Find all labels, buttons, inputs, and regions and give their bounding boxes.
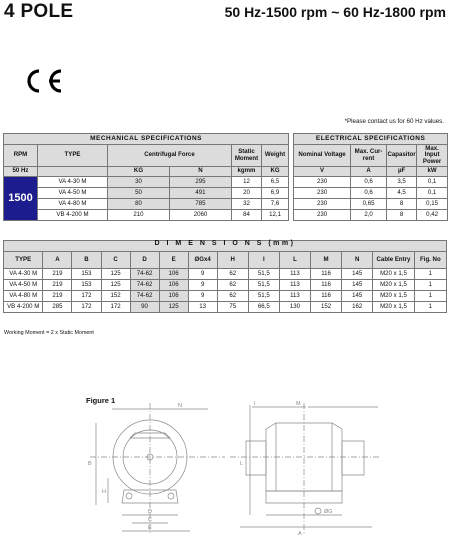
dimension-cell: 125 (159, 302, 188, 313)
weight-cell: 6,9 (262, 188, 289, 199)
dimension-row (4, 302, 447, 313)
dimension-cell: 125 (101, 280, 130, 291)
dimension-cell: 116 (311, 291, 342, 302)
dimension-cell: 219 (43, 280, 72, 291)
dimension-cell: VB 4-200 M (4, 302, 43, 313)
dimension-cell: 153 (72, 280, 101, 291)
dimension-cell: 62 (217, 280, 248, 291)
page-title: 4 POLE (4, 1, 74, 22)
dimension-cell: 116 (311, 269, 342, 280)
voltage-cell: 230 (294, 199, 351, 210)
dimension-cell: 172 (101, 302, 130, 313)
dimension-cell: M20 x 1,5 (373, 291, 414, 302)
moment-cell: 12 (232, 177, 262, 188)
capacitor-cell: 4,5 (387, 188, 417, 199)
power-cell: 0,42 (417, 210, 448, 221)
force-n-cell: 2060 (170, 210, 232, 221)
type-cell: VB 4-200 M (38, 210, 108, 221)
dimensions-body (4, 269, 447, 313)
dimension-cell: 90 (130, 302, 159, 313)
dim-label-h: H (102, 489, 106, 495)
weight-cell: 6,5 (262, 177, 289, 188)
dimension-cell: 66,5 (248, 302, 279, 313)
dimension-cell: 152 (101, 291, 130, 302)
dim-header-h: H (217, 252, 248, 269)
dim-label-c: C (148, 517, 152, 523)
dimension-cell: 145 (342, 291, 373, 302)
electrical-specs-header: ELECTRICAL SPECIFICATIONS (294, 134, 448, 145)
moment-cell: 20 (232, 188, 262, 199)
dimension-cell: 74-62 (130, 291, 159, 302)
dimension-cell: 106 (159, 280, 188, 291)
rpm-header: RPM (4, 145, 38, 167)
dim-header-cable-entry: Cable Entry (373, 252, 414, 269)
capacitor-cell: 3,5 (387, 177, 417, 188)
power-cell: 0,15 (417, 199, 448, 210)
rpm-unit: 50 Hz (4, 167, 38, 177)
static-moment-header: Static Moment (232, 145, 262, 167)
dim-header-n: N (342, 252, 373, 269)
capacitor-unit: µF (387, 167, 417, 177)
dimension-cell: 1 (414, 280, 446, 291)
dim-label-l: L (240, 461, 244, 467)
dimension-cell: 9 (188, 291, 217, 302)
frequency-title: 50 Hz-1500 rpm ~ 60 Hz-1800 rpm (224, 4, 446, 20)
dimension-cell: 162 (342, 302, 373, 313)
dim-label-n: N (178, 403, 182, 409)
weight-unit: KG (262, 167, 289, 177)
force-kg-cell: 80 (108, 199, 170, 210)
dimension-cell: 285 (43, 302, 72, 313)
dimension-cell: 74-62 (130, 269, 159, 280)
dimension-cell: 51,5 (248, 280, 279, 291)
dimension-cell: 62 (217, 269, 248, 280)
type-cell: VA 4-50 M (38, 188, 108, 199)
dimension-row (4, 291, 447, 302)
dim-label-b: B (88, 461, 92, 467)
nominal-voltage-header: Nominal Voltage (294, 145, 351, 167)
type-unit (38, 167, 108, 177)
dimension-cell: 74-62 (130, 280, 159, 291)
dim-label-d: D (148, 509, 152, 515)
dimension-cell: 172 (72, 291, 101, 302)
current-cell: 0,6 (351, 177, 387, 188)
rpm-value: 1500 (4, 177, 38, 221)
dimension-cell: 125 (101, 269, 130, 280)
dim-header-m: M (311, 252, 342, 269)
dim-header-l: L (279, 252, 310, 269)
n-unit: N (170, 167, 232, 177)
dim-label-g: ØG (324, 509, 333, 515)
specifications-table (3, 133, 448, 221)
dim-header-e: E (159, 252, 188, 269)
kgmm-unit: kgmm (232, 167, 262, 177)
dim-header-fig-no: Fig. No (414, 252, 446, 269)
technical-drawing (80, 395, 390, 540)
type-cell: VA 4-80 M (38, 199, 108, 210)
weight-cell: 12,1 (262, 210, 289, 221)
dimension-cell: 106 (159, 291, 188, 302)
dimension-labels (88, 401, 333, 537)
figure-label: Figure 1 (86, 396, 116, 405)
dimension-cell: 152 (311, 302, 342, 313)
moment-cell: 84 (232, 210, 262, 221)
dimension-cell: 1 (414, 291, 446, 302)
dim-header-b: B (72, 252, 101, 269)
dimension-cell: 51,5 (248, 291, 279, 302)
dimension-cell: 172 (72, 302, 101, 313)
dimension-cell: 51,5 (248, 269, 279, 280)
dimension-cell: 113 (279, 280, 310, 291)
current-cell: 2,0 (351, 210, 387, 221)
ce-mark-icon (20, 66, 66, 96)
side-view (230, 403, 380, 535)
dimension-cell: 219 (43, 269, 72, 280)
moment-cell: 32 (232, 199, 262, 210)
weight-cell: 7,6 (262, 199, 289, 210)
kg-unit: KG (108, 167, 170, 177)
dimension-cell: 75 (217, 302, 248, 313)
centrifugal-force-header: Centrifugal Force (108, 145, 232, 167)
dimension-cell: 116 (311, 280, 342, 291)
voltage-cell: 230 (294, 210, 351, 221)
front-view (90, 403, 225, 535)
type-cell: VA 4-30 M (38, 177, 108, 188)
dimension-cell: 9 (188, 280, 217, 291)
current-cell: 0,65 (351, 199, 387, 210)
dimension-cell: VA 4-50 M (4, 280, 43, 291)
dimension-cell: M20 x 1,5 (373, 280, 414, 291)
capacitor-cell: 8 (387, 210, 417, 221)
current-cell: 0,6 (351, 188, 387, 199)
dimension-cell: 13 (188, 302, 217, 313)
dimension-cell: M20 x 1,5 (373, 302, 414, 313)
dimension-cell: M20 x 1,5 (373, 269, 414, 280)
force-n-cell: 295 (170, 177, 232, 188)
dimension-cell: 113 (279, 269, 310, 280)
dimension-row (4, 269, 447, 280)
dimensions-table (3, 240, 447, 313)
dimension-cell: 1 (414, 269, 446, 280)
power-cell: 0,1 (417, 177, 448, 188)
dimension-cell: 145 (342, 280, 373, 291)
dim-header-d: D (130, 252, 159, 269)
weight-header: Weight (262, 145, 289, 167)
dimension-cell: 219 (43, 291, 72, 302)
mechanical-specs-header: MECHANICAL SPECIFICATIONS (4, 134, 289, 145)
working-moment-note: Working Moment = 2 x Static Moment (4, 330, 94, 336)
dimensions-title: D I M E N S I O N S (mm) (154, 240, 296, 247)
power-unit: kW (417, 167, 448, 177)
force-kg-cell: 30 (108, 177, 170, 188)
force-kg-cell: 50 (108, 188, 170, 199)
dimension-cell: 1 (414, 302, 446, 313)
dim-header-i: I (248, 252, 279, 269)
dimension-cell: 153 (72, 269, 101, 280)
max-current-header: Max. Cur-rent (351, 145, 387, 167)
max-input-power-header: Max. Input Power (417, 145, 448, 167)
dimension-cell: 130 (279, 302, 310, 313)
force-kg-cell: 210 (108, 210, 170, 221)
dim-header-c: C (101, 252, 130, 269)
dimension-cell: 145 (342, 269, 373, 280)
dimension-cell: 62 (217, 291, 248, 302)
dim-label-a: A (298, 531, 302, 537)
dim-header-a: A (43, 252, 72, 269)
capacitor-header: Capasitor (387, 145, 417, 167)
dim-label-i: I (254, 401, 256, 407)
dimension-cell: 113 (279, 291, 310, 302)
type-header: TYPE (38, 145, 108, 167)
dim-header-type: TYPE (4, 252, 43, 269)
dimension-row (4, 280, 447, 291)
capacitor-cell: 8 (387, 199, 417, 210)
voltage-unit: V (294, 167, 351, 177)
dimension-cell: VA 4-30 M (4, 269, 43, 280)
dim-header-g: ØGx4 (188, 252, 217, 269)
dimension-cell: 106 (159, 269, 188, 280)
force-n-cell: 785 (170, 199, 232, 210)
dim-label-e: E (148, 525, 152, 531)
dimension-cell: 9 (188, 269, 217, 280)
note-text: *Please contact us for 60 Hz values. (344, 118, 444, 125)
voltage-cell: 230 (294, 177, 351, 188)
power-cell: 0,1 (417, 188, 448, 199)
current-unit: A (351, 167, 387, 177)
voltage-cell: 230 (294, 188, 351, 199)
dim-label-m: M (296, 401, 301, 407)
force-n-cell: 491 (170, 188, 232, 199)
dimension-cell: VA 4-80 M (4, 291, 43, 302)
